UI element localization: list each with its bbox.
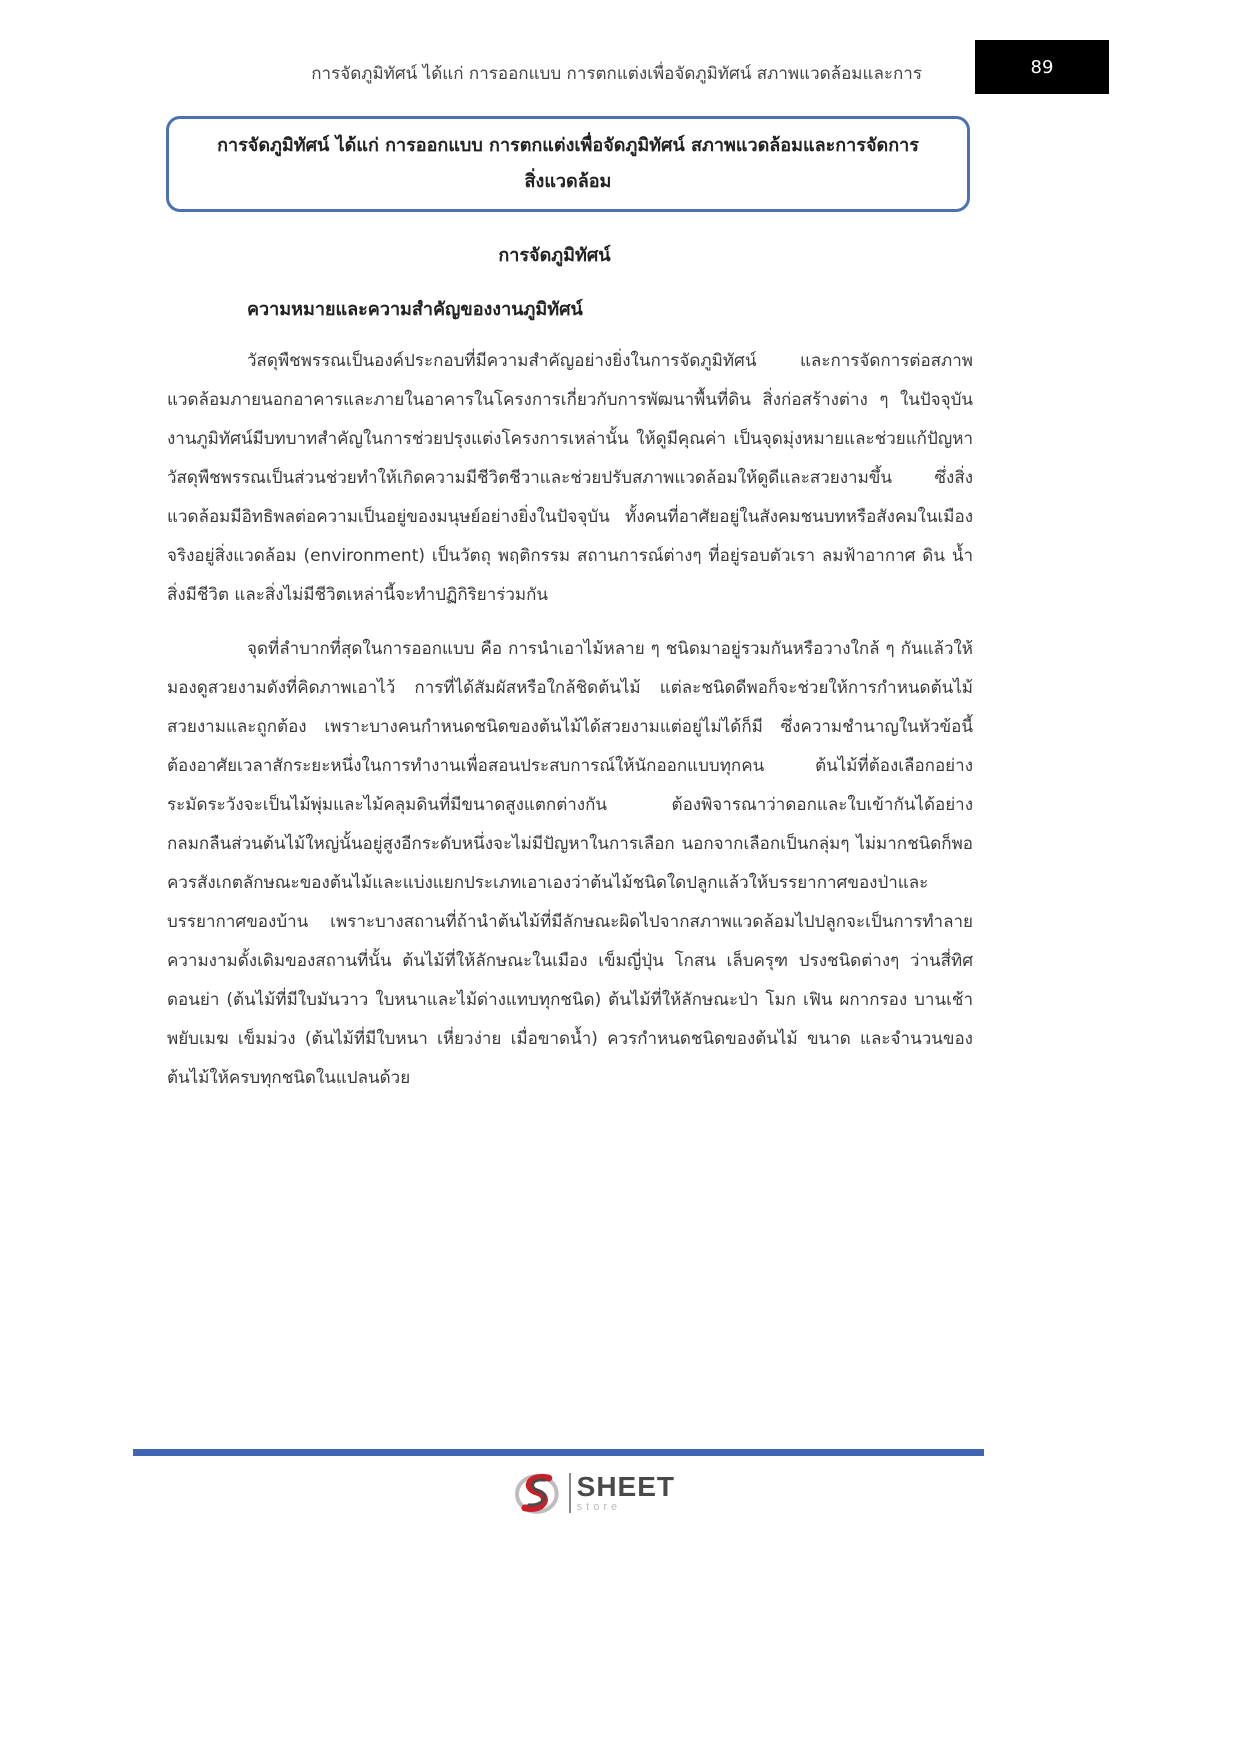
section-heading: การจัดภูมิทัศน์ (498, 245, 611, 266)
sheet-store-logo-icon (515, 1470, 563, 1516)
footer-divider (133, 1449, 984, 1456)
logo-wordmark (569, 1473, 675, 1513)
sheet-store-logo (515, 1470, 675, 1516)
body-paragraph: จุดที่ลำบากที่สุดในการออกแบบ คือ การนำเอาไม้หลาย ๆ ชนิดมาอยู่รวมกันหรือวางใกล้ ๆ กันแล้วให้มองดูสวยงามดังที่คิดภาพเอาไว้ การที่ได้สัมผัสหรือใกล้ชิดต้นไม้ แต่ละชนิดดีพอก็จะช่วยให้การกำหนดต้นไม้สวยงามและถูกต้อง เพราะบางคนกำหนดชนิดของต้นไม้ได้สวยงามแต่อยู่ไม่ได้ก็มี ซึ่งความชำนาญในหัวข้อนี้ต้องอาศัยเวลาสักระยะหนึ่งในการทำงานเพื่อสอนประสบการณ์ให้นักออกแบบทุกคน ต้นไม้ที่ต้องเลือกอย่างระมัดระวังจะเป็นไม้พุ่มและไม้คลุมดินที่มีขนาดสูงแตกต่างกัน ต้องพิจารณาว่าดอกและใบเข้ากันได้อย่างกลมกลืนส่วนต้นไม้ใหญ่นั้นอยู่สูงอีกระดับหนึ่งจะไม่มีปัญหาในการเลือก นอกจากเลือกเป็นกลุ่มๆ ไม่มากชนิดก็พอ ควรสังเกตลักษณะของต้นไม้และแบ่งแยกประเภทเอาเองว่าต้นไม้ชนิดใดปลูกแล้วให้บรรยากาศของป่าและบรรยากาศของบ้าน เพราะบางสถานที่ถ้านำต้นไม้ที่มีลักษณะผิดไปจากสภาพแวดล้อมไปปลูกจะเป็นการทำลายความงามดั้งเดิมของสถานที่นั้น ต้นไม้ที่ให้ลักษณะในเมือง เข็มญี่ปุ่น โกสน เล็บครุฑ ปรงชนิดต่างๆ ว่านสี่ทิศ ดอนย่า (ต้นไม้ที่มีใบมันวาว ใบหนาและไม้ด่างแทบทุกชนิด) ต้นไม้ที่ให้ลักษณะป่า โมก เฟิน ผกากรอง บานเช้า พยับเมฆ เข็มม่วง (ต้นไม้ที่มีใบหนา เหี่ยวง่าย เมื่อขาดน้ำ) ควรกำหนดชนิดของต้นไม้ ขนาด และจำนวนของต้นไม้ให้ครบทุกชนิดในแปลนด้วย (167, 639, 973, 1088)
chapter-title-line2: สิ่งแวดล้อม (524, 171, 612, 192)
body-paragraph: วัสดุพืชพรรณเป็นองค์ประกอบที่มีความสำคัญอย่างยิ่งในการจัดภูมิทัศน์ และการจัดการต่อสภาพแวดล้อมภายนอกอาคารและภายในอาคารในโครงการเกี่ยวกับการพัฒนาพื้นที่ดิน สิ่งก่อสร้างต่าง ๆ ในปัจจุบันงานภูมิทัศน์มีบทบาทสำคัญในการช่วยปรุงแต่งโครงการเหล่านั้น ให้ดูมีคุณค่า เป็นจุดมุ่งหมายและช่วยแก้ปัญหา วัสดุพืชพรรณเป็นส่วนช่วยทำให้เกิดความมีชีวิตชีวาและช่วยปรับสภาพแวดล้อมให้ดูดีและสวยงามขึ้น ซึ่งสิ่งแวดล้อมมีอิทธิพลต่อความเป็นอยู่ของมนุษย์อย่างยิ่งในปัจจุบัน ทั้งคนที่อาศัยอยู่ในสังคมชนบทหรือสังคมในเมืองจริงอยู่สิ่งแวดล้อม (environment) เป็นวัตถุ พฤติกรรม สถานการณ์ต่างๆ ที่อยู่รอบตัวเรา ลมฟ้าอากาศ ดิน น้ำ สิ่งมีชีวิต และสิ่งไม่มีชีวิตเหล่านี้จะทำปฏิกิริยาร่วมกัน (167, 351, 973, 605)
running-header: การจัดภูมิทัศน์ ได้แก่ การออกแบบ การตกแต่งเพื่อจัดภูมิทัศน์ สภาพแวดล้อมและการ (311, 64, 922, 84)
logo-name: SHEET (576, 1471, 675, 1502)
chapter-title-line1: การจัดภูมิทัศน์ ได้แก่ การออกแบบ การตกแต่งเพื่อจัดภูมิทัศน์ สภาพแวดล้อมและการจัดการ (217, 135, 919, 156)
sub-heading: ความหมายและความสำคัญของงานภูมิทัศน์ (247, 299, 583, 320)
logo-subname: store (576, 1501, 622, 1513)
chapter-title-box (166, 116, 970, 212)
page-number: 89 (975, 40, 1109, 94)
